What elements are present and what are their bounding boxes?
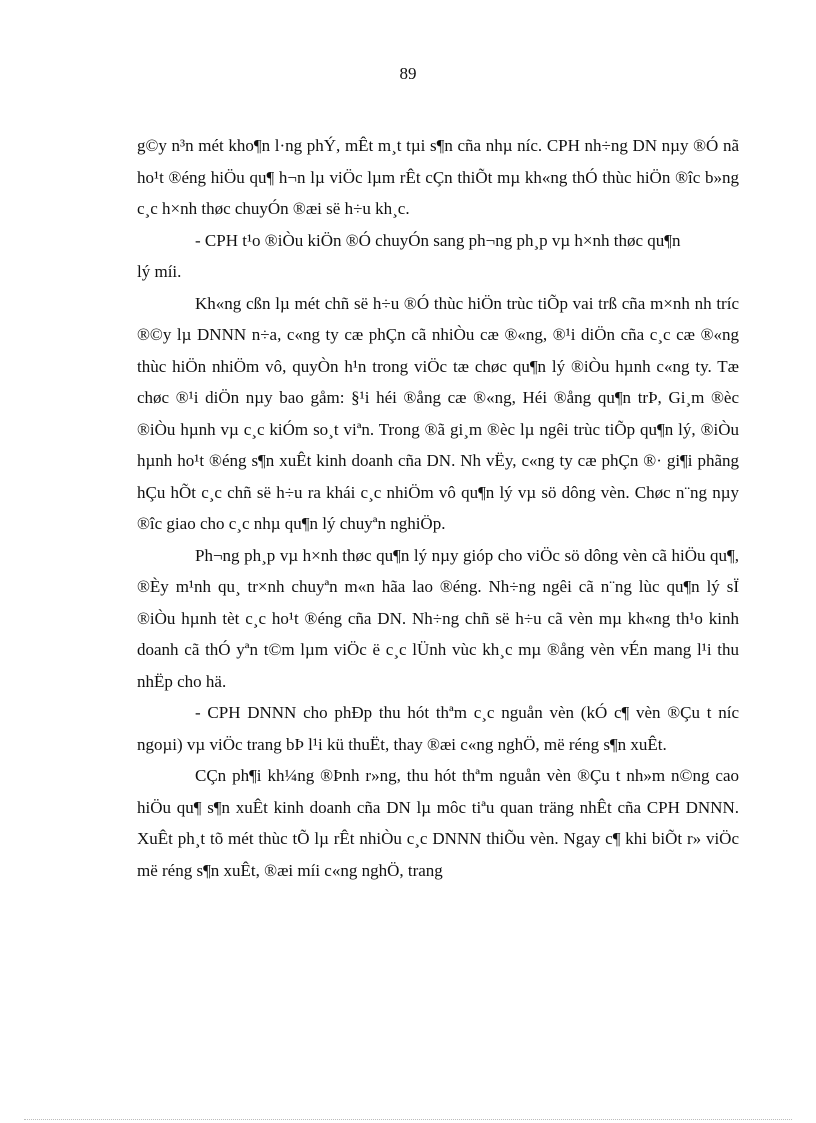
document-body — [137, 130, 739, 886]
paragraph-5: Ph¬ng ph¸p vµ h×nh thøc qu¶n lý nµy gióp cho viÖc sö dông vèn cã hiÖu qu¶, ®Èy m¹nh qu¸ tr×nh chuyªn m«n hãa lao ®éng. Nh÷ng ngêi cã n¨ng lùc qu¶n lý sÏ ®iÒu hµnh tèt c¸c ho¹t ®éng cña DN. Nh÷ng chñ së h÷u cã vèn mµ kh«ng th¹o kinh doanh cã thÓ yªn t©m lµm viÖc ë c¸c lÜnh vùc kh¸c mµ ®ång vèn vÉn mang l¹i thu nhËp cho hä. — [137, 545, 739, 691]
page-number: 89 — [399, 64, 417, 83]
paragraph-1: g©y n³n mét kho¶n l·ng phÝ, mÊt m¸t tµi s¶n cña nhµ níc. CPH nh÷ng DN nµy ®Ó nã ho¹t ®éng hiÖu qu¶ h¬n lµ viÖc lµm rÊt cÇn thiÕt mµ kh«ng thÓ thùc hiÖn ®îc b»ng c¸c h×nh thøc chuyÓn ®æi së h÷u kh¸c. — [137, 136, 739, 218]
paragraph-6: - CPH DNNN cho phÐp thu hót thªm c¸c nguån vèn (kÓ c¶ vèn ®Çu t níc ngoµi) vµ viÖc trang bÞ l¹i kü thuËt, thay ®æi c«ng nghÖ, më réng s¶n xuÊt. — [137, 703, 739, 754]
paragraph-3: lý míi. — [137, 262, 182, 281]
footer-divider — [24, 1119, 792, 1120]
paragraph-2: - CPH t¹o ®iÒu kiÖn ®Ó chuyÓn sang ph¬ng ph¸p vµ h×nh thøc qu¶n — [195, 230, 681, 250]
paragraph-4: Kh«ng cßn lµ mét chñ së h÷u ®Ó thùc hiÖn trùc tiÕp vai trß cña m×nh nh tríc ®©y lµ DNNN n÷a, c«ng ty cæ phÇn cã nhiÒu cæ ®«ng, ®¹i diÖn cña c¸c cæ ®«ng thùc hiÖn nhiÖm vô, quyÒn h¹n trong viÖc tæ chøc qu¶n lý ®iÒu hµnh c«ng ty. Tæ chøc ®¹i diÖn nµy bao gåm: §¹i héi ®ång cæ ®«ng, Héi ®ång qu¶n trÞ, Gi¸m ®èc ®iÒu hµnh vµ c¸c kiÓm so¸t viªn. Trong ®ã gi¸m ®èc lµ ngêi trùc tiÕp qu¶n lý, ®iÒu hµnh ho¹t ®éng s¶n xuÊt kinh doanh cña DN. Nh vËy, c«ng ty cæ phÇn ®· gi¶i phãng hÇu hÕt c¸c chñ së h÷u ra khái c¸c nhiÖm vô qu¶n lý vµ sö dông vèn. Chøc n¨ng nµy ®îc giao cho c¸c nhµ qu¶n lý chuyªn nghiÖp. — [137, 293, 739, 533]
paragraph-7: CÇn ph¶i kh¼ng ®Þnh r»ng, thu hót thªm nguån vèn ®Çu t nh»m n©ng cao hiÖu qu¶ s¶n xuÊt kinh doanh cña DN lµ môc tiªu quan träng nhÊt cña CPH DNNN. XuÊt ph¸t tõ mét thùc tÕ lµ rÊt nhiÒu c¸c DNNN thiÕu vèn. Ngay c¶ khi biÕt r» viÖc më réng s¶n xuÊt, ®æi míi c«ng nghÖ, trang — [137, 766, 739, 880]
